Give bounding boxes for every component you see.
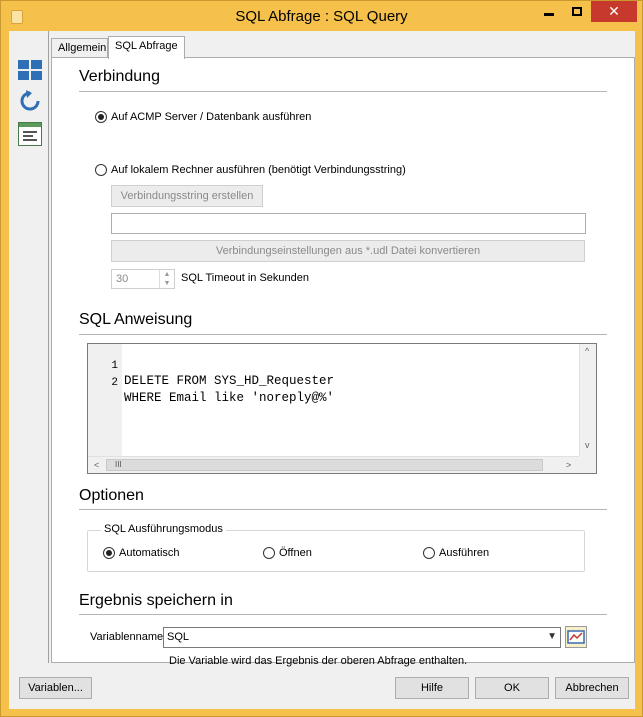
mode-ausfuehren-option[interactable] xyxy=(423,547,489,559)
sql-editor[interactable] xyxy=(87,343,597,474)
connection-string-input[interactable] xyxy=(111,213,586,234)
chevron-right-icon[interactable]: > xyxy=(566,460,572,470)
execution-mode-label: SQL Ausführungsmodus xyxy=(101,523,226,535)
mode-oeffnen-label: Öffnen xyxy=(279,547,312,559)
timeout-stepper-buttons[interactable] xyxy=(159,270,174,288)
chevron-up-icon[interactable]: ▲ xyxy=(163,271,171,278)
variables-button[interactable]: Variablen... xyxy=(19,677,92,699)
create-connection-string-button[interactable]: Verbindungsstring erstellen xyxy=(111,185,263,207)
variable-name-value: SQL xyxy=(167,631,190,643)
radio-oeffnen[interactable] xyxy=(263,547,275,559)
variable-name-combo[interactable] xyxy=(163,627,561,648)
chevron-down-icon[interactable]: v xyxy=(585,440,590,450)
section-heading-ergebnis: Ergebnis speichern in xyxy=(79,592,233,609)
section-divider xyxy=(79,509,607,510)
code-text: DELETE FROM SYS_HD_Requester xyxy=(124,374,335,388)
mode-oeffnen-option[interactable] xyxy=(263,547,312,559)
section-divider xyxy=(79,91,607,92)
ok-button[interactable]: OK xyxy=(475,677,549,699)
timeout-label: SQL Timeout in Sekunden xyxy=(181,272,310,284)
form-icon[interactable] xyxy=(18,122,42,146)
section-heading-sql: SQL Anweisung xyxy=(79,311,193,328)
vertical-scrollbar[interactable] xyxy=(579,344,596,457)
cancel-button[interactable]: Abbrechen xyxy=(555,677,629,699)
tab-sql-abfrage[interactable]: SQL Abfrage xyxy=(108,36,185,59)
execution-mode-group xyxy=(87,523,585,572)
grip-icon: III xyxy=(115,460,122,469)
mode-automatisch-label: Automatisch xyxy=(119,547,180,559)
chevron-left-icon[interactable]: < xyxy=(94,460,100,470)
close-button[interactable] xyxy=(591,1,637,22)
title-bar[interactable] xyxy=(1,1,642,31)
window-title: SQL Abfrage : SQL Query xyxy=(235,8,408,25)
section-heading-optionen: Optionen xyxy=(79,487,144,504)
code-text: WHERE Email like 'noreply@%' xyxy=(124,391,335,405)
scroll-thumb[interactable] xyxy=(106,459,543,471)
timeout-stepper[interactable] xyxy=(111,269,175,289)
refresh-icon[interactable] xyxy=(18,89,42,113)
chevron-up-icon[interactable]: ^ xyxy=(585,346,590,356)
tab-allgemein[interactable]: Allgemein xyxy=(51,38,108,58)
chevron-down-icon[interactable]: ▼ xyxy=(547,631,557,642)
minimize-icon xyxy=(544,13,554,16)
radio-server[interactable] xyxy=(95,111,107,123)
variable-picker-button[interactable] xyxy=(565,626,587,648)
variable-name-label: Variablenname xyxy=(90,631,164,643)
horizontal-scrollbar[interactable] xyxy=(88,456,579,473)
radio-automatisch[interactable] xyxy=(103,547,115,559)
radio-server-option[interactable] xyxy=(95,111,311,123)
close-icon: ✕ xyxy=(608,3,620,19)
convert-udl-button[interactable]: Verbindungseinstellungen aus *.udl Datei konvertieren xyxy=(111,240,585,262)
radio-ausfuehren[interactable] xyxy=(423,547,435,559)
mode-automatisch-option[interactable] xyxy=(103,547,180,559)
section-divider xyxy=(79,334,607,335)
help-button[interactable]: Hilfe xyxy=(395,677,469,699)
variable-picker-icon xyxy=(566,638,586,650)
maximize-button[interactable] xyxy=(563,1,591,22)
dialog-client-area xyxy=(9,31,635,709)
line-number: 1 xyxy=(111,360,118,372)
line-number: 2 xyxy=(111,377,118,389)
grid-icon[interactable] xyxy=(18,57,42,81)
section-divider xyxy=(79,614,607,615)
chevron-down-icon[interactable]: ▼ xyxy=(163,280,171,287)
minimize-button[interactable] xyxy=(535,1,563,22)
mode-ausfuehren-label: Ausführen xyxy=(439,547,490,559)
timeout-value: 30 xyxy=(116,273,129,285)
scroll-corner xyxy=(579,456,596,473)
variable-hint: Die Variable wird das Ergebnis der oberen Abfrage enthalten. xyxy=(169,655,468,667)
radio-local-label: Auf lokalem Rechner ausführen (benötigt Verbindungsstring) xyxy=(111,164,406,176)
maximize-icon xyxy=(572,7,582,16)
tab-panel xyxy=(51,57,635,667)
section-heading-verbindung: Verbindung xyxy=(79,68,160,85)
radio-server-label: Auf ACMP Server / Datenbank ausführen xyxy=(111,111,312,123)
radio-local[interactable] xyxy=(95,164,107,176)
radio-local-option[interactable] xyxy=(95,164,406,176)
sidebar xyxy=(9,31,49,663)
